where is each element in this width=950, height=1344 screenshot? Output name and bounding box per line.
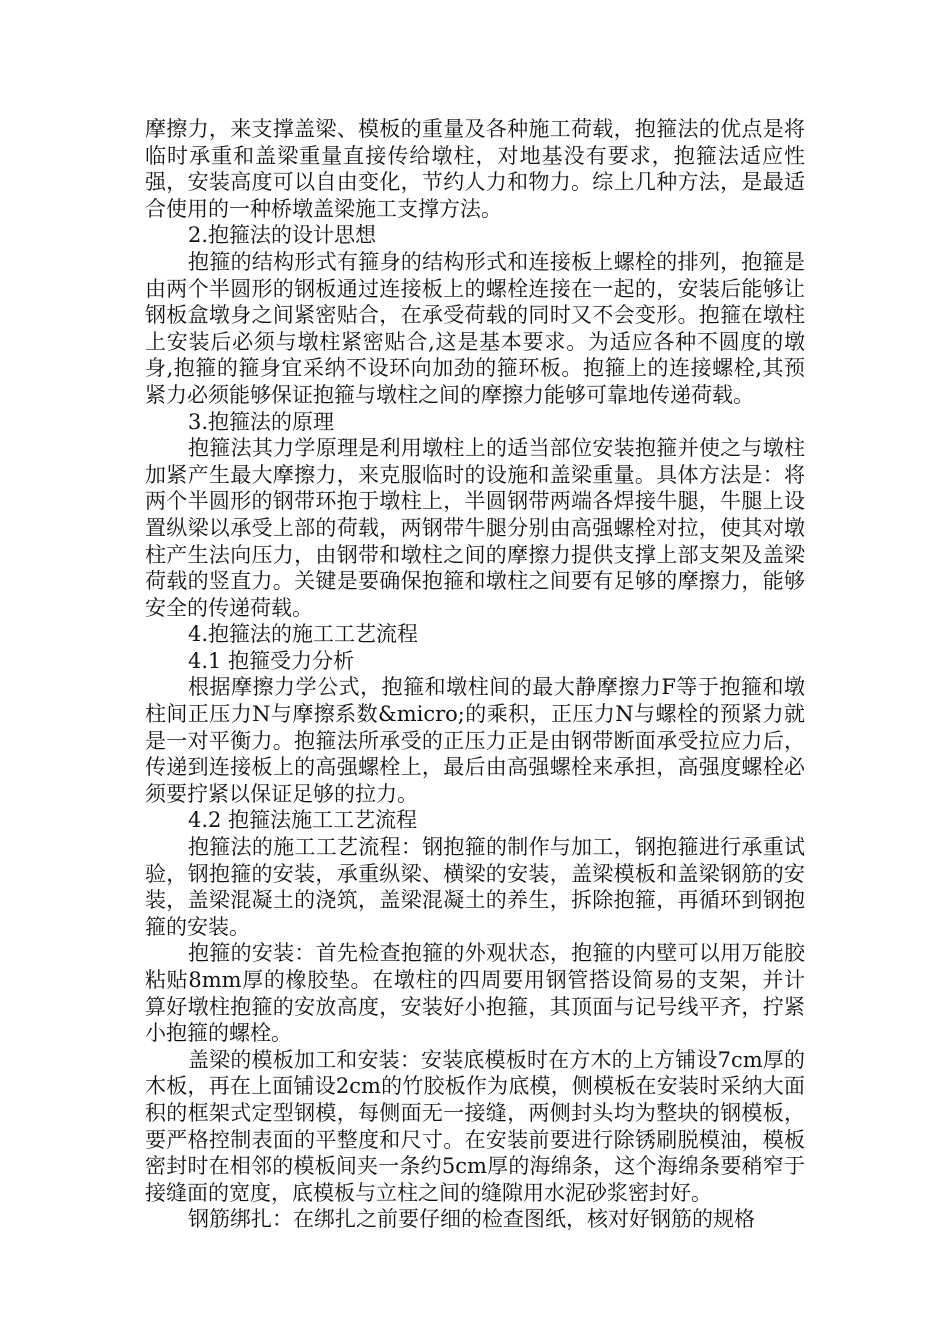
- paragraph-rebar-binding: 钢筋绑扎：在绑扎之前要仔细的检查图纸，核对好钢筋的规格: [188, 1207, 755, 1232]
- section-heading-design: 2.抱箍法的设计思想: [188, 223, 377, 248]
- document-body: [145, 116, 805, 1233]
- subsection-heading-process-flow: 4.2 抱箍法施工工艺流程: [188, 808, 418, 833]
- paragraph-friction-summary: 摩擦力，来支撑盖梁、模板的重量及各种施工荷载，抱箍法的优点是将临时承重和盖梁重量直接传给墩柱，对地基没有要求，抱箍法适应性强，安装高度可以自由变化，节约人力和物力。综上几种方法，是最适合使用的一种桥墩盖梁施工支撑方法。: [145, 117, 805, 221]
- paragraph-design: 抱箍的结构形式有箍身的结构形式和连接板上螺栓的排列，抱箍是由两个半圆形的钢板通过连接板上的螺栓连接在一起的，安装后能够让钢板盒墩身之间紧密贴合，在承受荷载的同时又不会变形。抱箍在墩柱上安装后必须与墩柱紧密贴合,这是基本要求。为适应各种不圆度的墩身,抱箍的箍身宜采纳不设环向加劲的箍环板。抱箍上的连接螺栓,其预紧力必须能够保证抱箍与墩柱之间的摩擦力能够可靠地传递荷载。: [145, 249, 805, 407]
- paragraph-formwork: 盖梁的模板加工和安装：安装底模板时在方木的上方铺设7cm厚的木板，再在上面铺设2cm的竹胶板作为底模，侧模板在安装时采纳大面积的框架式定型钢模，每侧面无一接缝，两侧封头均为整块的钢模板，要严格控制表面的平整度和尺寸。在安装前要进行除锈刷脱模油，模板密封时在相邻的模板间夹一条约5cm厚的海绵条，这个海绵条要稍窄于接缝面的宽度，底模板与立柱之间的缝隙用水泥砂浆密封好。: [145, 1047, 805, 1205]
- paragraph-hoop-installation: 抱箍的安装：首先检查抱箍的外观状态，抱箍的内壁可以用万能胶粘贴8mm厚的橡胶垫。在墩柱的四周要用钢管搭设简易的支架，并计算好墩柱抱箍的安放高度，安装好小抱箍，其顶面与记号线平齐，拧紧小抱箍的螺栓。: [145, 941, 805, 1046]
- paragraph-process-flow: 抱箍法的施工工艺流程：钢抱箍的制作与加工，钢抱箍进行承重试验，钢抱箍的安装，承重纵梁、横梁的安装，盖梁模板和盖梁钢筋的安装，盖梁混凝土的浇筑，盖梁混凝土的养生，拆除抱箍，再循环到钢抱箍的安装。: [145, 835, 805, 939]
- paragraph-force-analysis: 根据摩擦力学公式，抱箍和墩柱间的最大静摩擦力F等于抱箍和墩柱间正压力N与摩擦系数&micro;的乘积，正压力N与螺栓的预紧力就是一对平衡力。抱箍法所承受的正压力正是由钢带断面承受拉应力后，传递到连接板上的高强螺栓上，最后由高强螺栓来承担，高强度螺栓必须要拧紧以保证足够的拉力。: [145, 675, 805, 806]
- paragraph-principle: 抱箍法其力学原理是利用墩柱上的适当部位安装抱箍并使之与墩柱加紧产生最大摩擦力，来克服临时的设施和盖梁重量。具体方法是：将两个半圆形的钢带环抱于墩柱上，半圆钢带两端各焊接牛腿，牛腿上设置纵梁以承受上部的荷载，两钢带牛腿分别由高强螺栓对拉，使其对墩柱产生法向压力，由钢带和墩柱之间的摩擦力提供支撑上部支架及盖梁荷载的竖直力。关键是要确保抱箍和墩柱之间要有足够的摩擦力，能够安全的传递荷载。: [145, 436, 805, 620]
- section-heading-principle: 3.抱箍法的原理: [188, 409, 335, 434]
- section-heading-process: 4.抱箍法的施工工艺流程: [188, 622, 419, 647]
- subsection-heading-force-analysis: 4.1 抱箍受力分析: [188, 648, 355, 673]
